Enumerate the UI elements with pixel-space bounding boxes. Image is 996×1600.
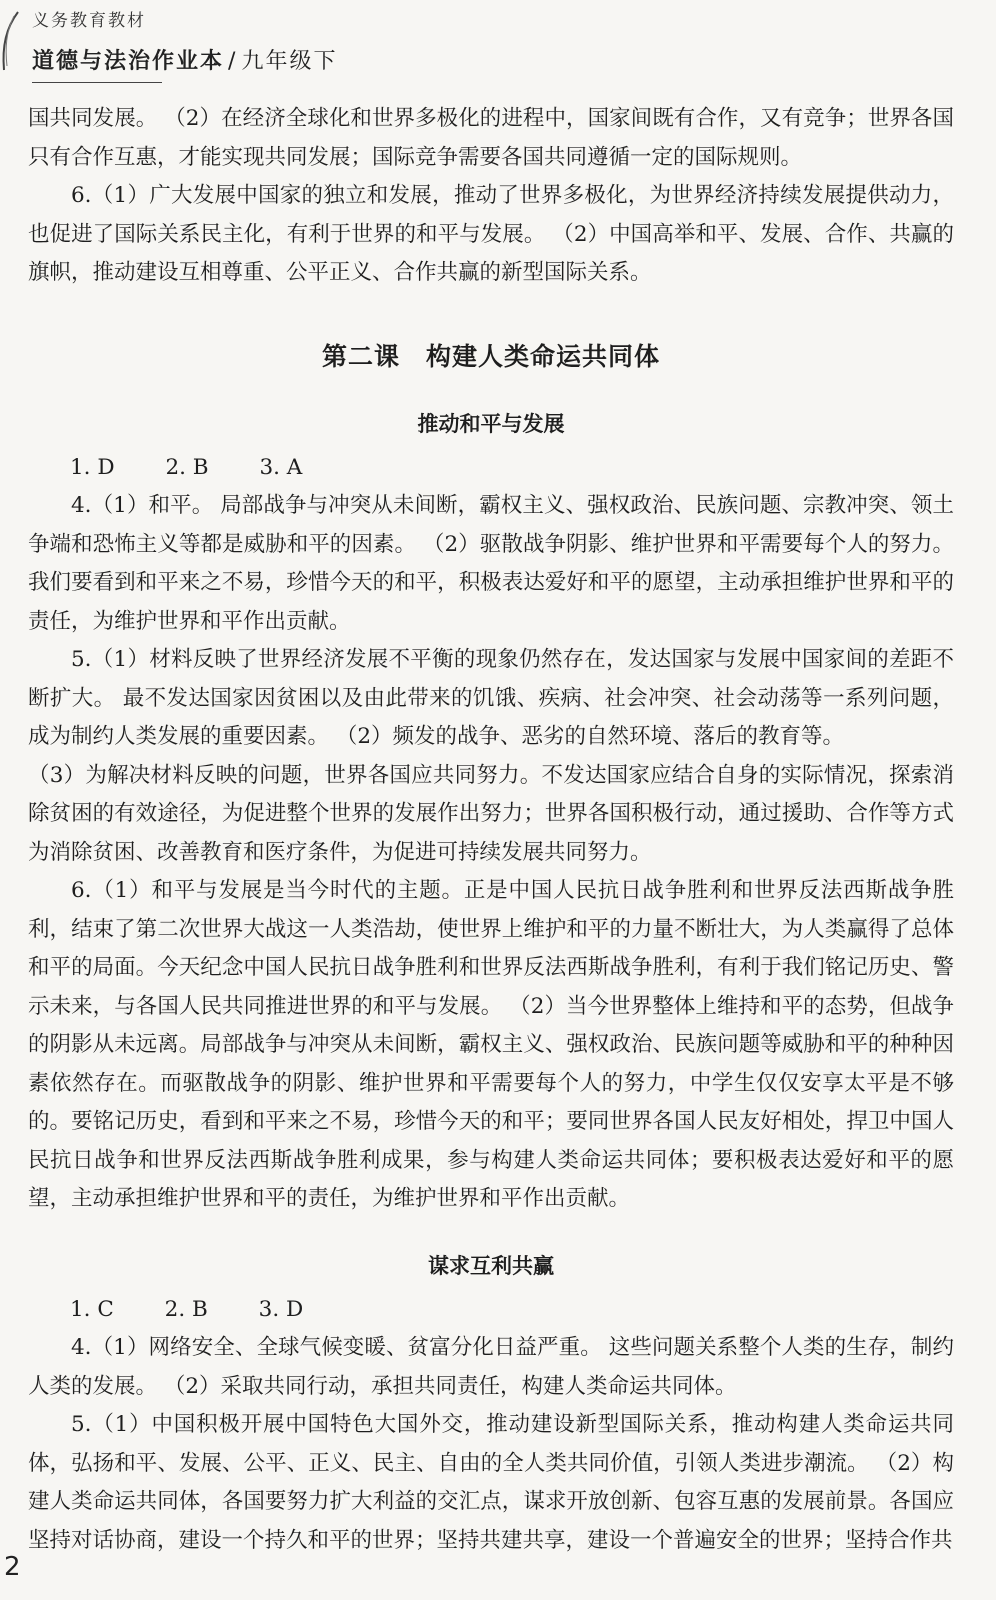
paragraph-continued: 国共同发展。 （2）在经济全球化和世界多极化的进程中，国家间既有合作，又有竞争；世界各国只有合作互惠，才能实现共同发展；国际竞争需要各国共同遵循一定的国际规则。 — [28, 106, 954, 170]
section-title-win-win: 谋求互利共赢 — [428, 1253, 554, 1278]
answer-item: 2. B — [165, 454, 209, 480]
answer-q5: 5.（1）材料反映了世界经济发展不平衡的现象仍然存在，发达国家与发展中国家间的差距不断扩大。 最不发达国家因贫困以及由此带来的饥饿、疾病、社会冲突、社会动荡等一系列问题，成为制约人类发展的重要因素。 （2）频发的战争、恶劣的自然环境、落后的教育等。 — [28, 647, 954, 749]
choice-answers — [28, 1291, 954, 1330]
section-title-peace: 推动和平与发展 — [417, 411, 565, 436]
answer-item: 2. B — [164, 1296, 208, 1322]
book-title-text: 道德与法治作业本 — [32, 49, 225, 74]
answer-q6: 6.（1）和平与发展是当今时代的主题。正是中国人民抗日战争胜利和世界反法西斯战争胜利，结束了第二次世界大战这一人类浩劫，使世界上维护和平的力量不断壮大，为人类赢得了总体和平的局面。今天纪念中国人民抗日战争胜利和世界反法西斯战争胜利，有利于我们铭记历史、警示未来，与各国人民共同推进世界的和平与发展。 （2）当今世界整体上维持和平的态势，但战争的阴影从未远离。局部战争与冲突从未间断，霸权主义、强权政治、民族问题等威胁和平的种种因素依然存在。而驱散战争的阴影、维护世界和平需要每个人的努力，中学生仅仅安享太平是不够的。要铭记历史，看到和平来之不易，珍惜今天的和平；要同世界各国人民友好相处，捍卫中国人民抗日战争和世界反法西斯战争胜利成果，参与构建人类命运共同体；要积极表达爱好和平的愿望，主动承担维护世界和平的责任，为维护世界和平作出贡献。 — [28, 878, 954, 1211]
series-label: 义务教育教材 — [32, 11, 146, 31]
answer-item: 3. A — [259, 454, 303, 480]
page-header — [0, 0, 996, 92]
page-number: 2 — [4, 1552, 21, 1582]
answer-item: 3. D — [258, 1296, 304, 1322]
answer-q4: 4.（1）和平。 局部战争与冲突从未间断，霸权主义、强权政治、民族问题、宗教冲突、领土争端和恐怖主义等都是威胁和平的因素。 （2）驱散战争阴影、维护世界和平需要每个人的努力。我们要看到和平来之不易，珍惜今天的和平，积极表达爱好和平的愿望，主动承担维护世界和平的责任，为维护世界和平作出贡献。 — [28, 493, 954, 634]
title-divider: / — [228, 49, 238, 74]
answer-q6-prev: 6.（1）广大发展中国家的独立和发展，推动了世界多极化，为世界经济持续发展提供动力，也促进了国际关系民主化，有利于世界的和平与发展。 （2）中国高举和平、发展、合作、共赢的旗帜，推动建设互相尊重、公平正义、合作共赢的新型国际关系。 — [28, 183, 954, 285]
answer-item: 1. C — [70, 1296, 114, 1322]
answer-q4: 4.（1）网络安全、全球气候变暖、贫富分化日益严重。 这些问题关系整个人类的生存，制约人类的发展。 （2）采取共同行动，承担共同责任，构建人类命运共同体。 — [28, 1335, 954, 1399]
publisher-logo-icon — [0, 10, 20, 80]
answer-q5: 5.（1）中国积极开展中国特色大国外交，推动建设新型国际关系，推动构建人类命运共同体，弘扬和平、发展、公平、正义、民主、自由的全人类共同价值，引领人类进步潮流。 （2）构建人类命运共同体，各国要努力扩大利益的交汇点，谋求开放创新、包容互惠的发展前景。各国应坚持对话协商，建设一个持久和平的世界；坚持共建共享，建设一个普遍安全的世界；坚持合作共 — [28, 1412, 954, 1553]
answer-q5-part3: （3）为解决材料反映的问题，世界各国应共同努力。不发达国家应结合自身的实际情况，探索消除贫困的有效途径，为促进整个世界的发展作出努力；世界各国积极行动，通过援助、合作等方式为消除贫困、改善教育和医疗条件，为促进可持续发展共同努力。 — [28, 762, 954, 865]
book-title — [32, 44, 337, 75]
grade-label: 九年级下 — [241, 49, 338, 74]
answer-item: 1. D — [70, 454, 115, 480]
header-rule — [32, 82, 162, 83]
page-content — [28, 100, 954, 1560]
lesson-title: 第二课 构建人类命运共同体 — [321, 341, 660, 371]
choice-answers — [28, 449, 954, 488]
